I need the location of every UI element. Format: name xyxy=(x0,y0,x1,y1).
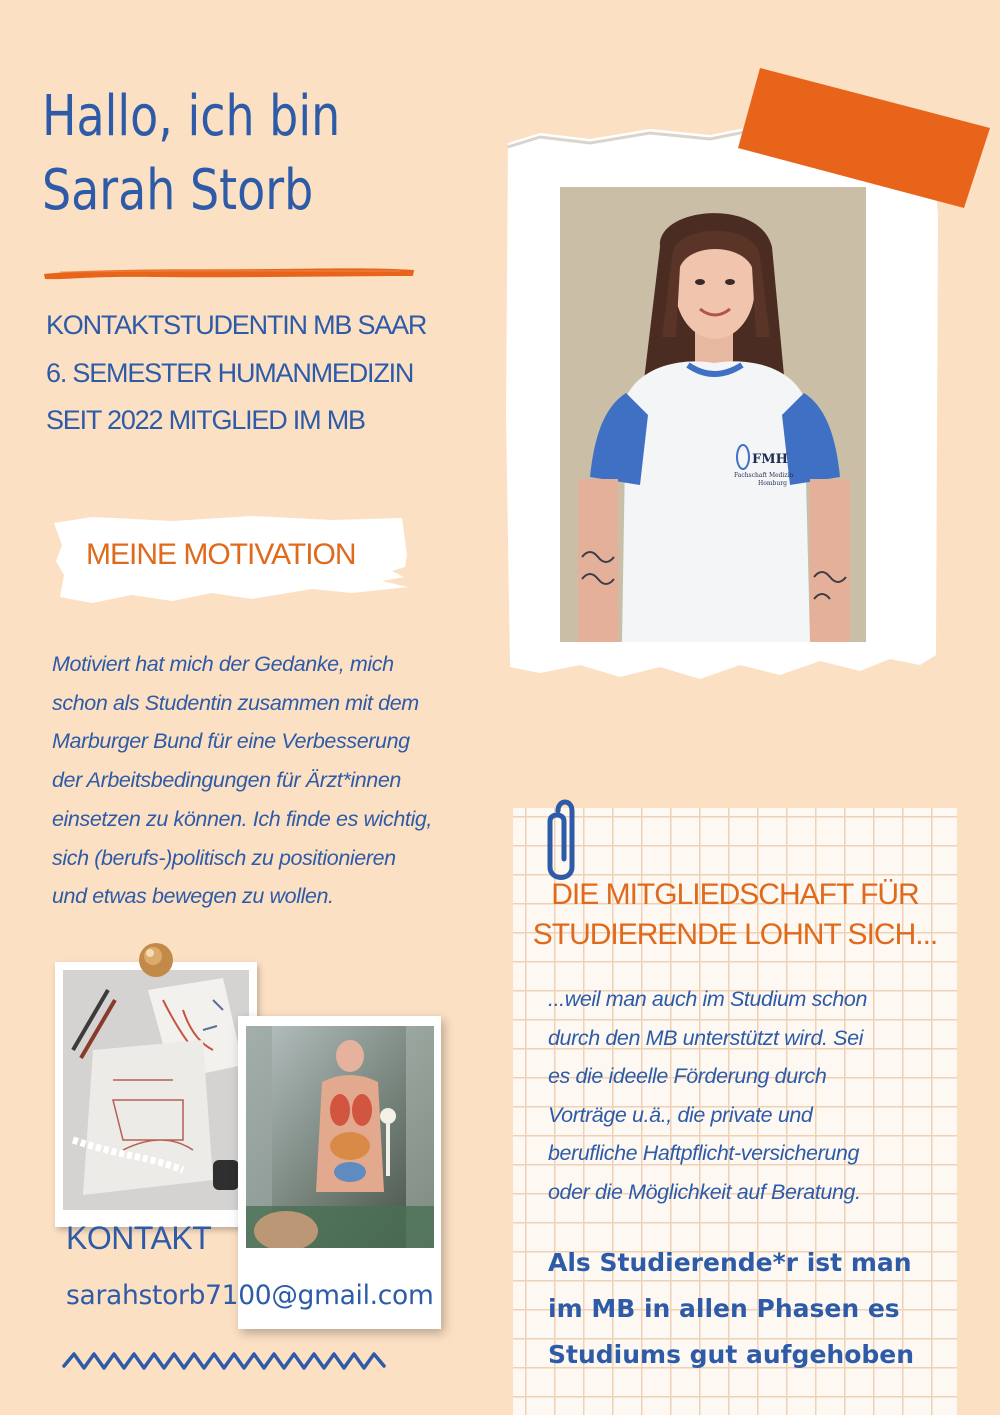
title-underline-brush xyxy=(40,262,420,284)
page-title xyxy=(42,80,419,228)
membership-line: Vorträge u.ä., die private und xyxy=(548,1102,813,1127)
contact-email[interactable]: sarahstorb7100@gmail.com xyxy=(66,1280,434,1311)
membership-summary-line: Als Studierende*r ist man xyxy=(548,1248,912,1277)
portrait-photo xyxy=(560,187,866,642)
membership-heading-line-2: STUDIERENDE LOHNT SICH... xyxy=(532,918,938,951)
membership-heading-line-1: DIE MITGLIEDSCHAFT FÜR xyxy=(551,878,919,911)
shirt-logo-sub1: Fachschaft Medizin xyxy=(734,472,794,479)
motivation-line: schon als Studentin zusammen mit dem xyxy=(52,690,419,715)
shirt-logo-sub2: Homburg xyxy=(758,480,787,487)
motivation-line: Motiviert hat mich der Gedanke, mich xyxy=(52,652,394,676)
info-semester: 6. SEMESTER HUMANMEDIZIN xyxy=(46,358,414,388)
motivation-line: der Arbeitsbedingungen für Ärzt*innen xyxy=(52,768,401,793)
motivation-line: sich (berufs-)politisch zu positionieren xyxy=(52,845,396,870)
shirt-logo: FMH xyxy=(752,452,788,467)
zigzag-decoration xyxy=(60,1346,390,1376)
polaroid-sketches xyxy=(55,962,257,1227)
portrait-illustration xyxy=(560,187,866,642)
membership-line: es die ideelle Förderung durch xyxy=(548,1064,827,1088)
info-role: KONTAKTSTUDENTIN MB SAAR xyxy=(46,310,427,340)
title-line-1: Hallo, ich bin xyxy=(42,84,341,149)
membership-line: ...weil man auch im Studium schon xyxy=(548,987,868,1011)
anatomy-photo xyxy=(246,1026,434,1248)
membership-text xyxy=(548,980,948,1211)
info-membership: SEIT 2022 MITGLIED IM MB xyxy=(46,405,365,435)
membership-summary-line: im MB in allen Phasen es xyxy=(548,1294,900,1323)
contact-label: KONTAKT xyxy=(66,1220,212,1256)
membership-line: durch den MB unterstützt wird. Sei xyxy=(548,1025,864,1050)
motivation-text xyxy=(52,645,492,916)
orange-tape xyxy=(738,68,990,210)
membership-summary xyxy=(548,1240,948,1378)
membership-line: oder die Möglichkeit auf Beratung. xyxy=(548,1179,861,1204)
motivation-heading: MEINE MOTIVATION xyxy=(86,538,356,571)
motivation-line: und etwas bewegen zu wollen. xyxy=(52,884,334,909)
pin-icon xyxy=(136,940,176,980)
sketch-photo xyxy=(63,970,249,1210)
membership-line: berufliche Haftpflicht-versicherung xyxy=(548,1141,860,1165)
paperclip-icon xyxy=(538,797,588,887)
motivation-line: Marburger Bund für eine Verbesserung xyxy=(52,729,410,754)
motivation-line: einsetzen zu können. Ich finde es wichtig, xyxy=(52,806,432,831)
title-line-2: Sarah Storb xyxy=(42,158,314,223)
membership-summary-line: Studiums gut aufgehoben xyxy=(548,1340,915,1369)
